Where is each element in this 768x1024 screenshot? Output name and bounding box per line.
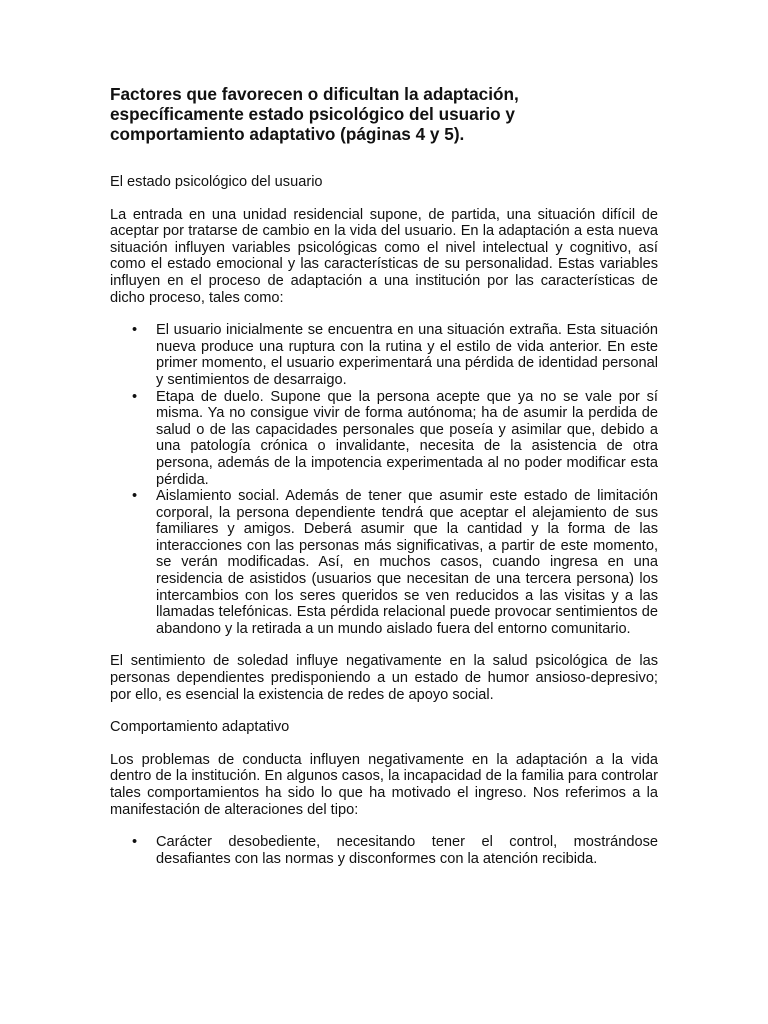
title-line: Factores que favorecen o dificultan la adaptación,	[110, 84, 519, 104]
list-item: • Etapa de duelo. Supone que la persona acepte que ya no se vale por sí misma. Ya no consigue vivir de forma autónoma; ha de asumir la perdida de salud o de las capacidades personales que poseía y asimilar que, debido a una patología crónica o invalidante, necesita de la asistencia de otra persona, además de la impotencia experimentada al no poder modificar esta pérdida.	[156, 389, 658, 489]
list-item: • Carácter desobediente, necesitando tener el control, mostrándose desafiantes con las normas y disconformes con la atención recibida.	[156, 834, 658, 867]
title-line: comportamiento adaptativo (páginas 4 y 5).	[110, 124, 465, 144]
document-content	[110, 84, 658, 883]
title-line: específicamente estado psicológico del usuario y	[110, 104, 515, 124]
list-item: • El usuario inicialmente se encuentra en una situación extraña. Esta situación nueva produce una ruptura con la rutina y el estilo de vida anterior. En este primer momento, el usuario experimentará una pérdida de identidad personal y sentimientos de desarraigo.	[156, 322, 658, 388]
section-heading-psychological-state: El estado psicológico del usuario	[110, 174, 323, 190]
section2-intro-paragraph: Los problemas de conducta influyen negativamente en la adaptación a la vida dentro de la institución. En algunos casos, la incapacidad de la familia para controlar tales comportamientos ha sido lo que ha motivado el ingreso. Nos referimos a la manifestación de alteraciones del tipo:	[110, 751, 658, 818]
section2-bullet-list	[110, 834, 658, 867]
list-item: • Aislamiento social. Además de tener que asumir este estado de limitación corporal, la persona dependiente tendrá que aceptar el alejamiento de sus familiares y amigos. Deberá asumir que la cantidad y la forma de las interacciones con las personas más significativas, a partir de este momento, se verán modificadas. Así, en muchos casos, cuando ingresa en una residencia de asistidos (usuarios que necesitan de una tercera persona) los intercambios con los seres queridos se ven reducidos a las visitas y a las llamadas telefónicas. Esta pérdida relacional puede provocar sentimientos de abandono y la retirada a un mundo aislado fuera del entorno comunitario.	[156, 488, 658, 637]
section1-bullet-list	[110, 322, 658, 637]
document-title	[110, 84, 658, 144]
section1-closing-paragraph: El sentimiento de soledad influye negativamente en la salud psicológica de las personas dependientes predisponiendo a un estado de humor ansioso-depresivo; por ello, es esencial la existencia de redes de apoyo social.	[110, 653, 658, 703]
section-heading-adaptive-behavior: Comportamiento adaptativo	[110, 719, 290, 736]
section1-intro-paragraph: La entrada en una unidad residencial supone, de partida, una situación difícil de aceptar por tratarse de cambio en la vida del usuario. En la adaptación a esta nueva situación influyen variables psicológicas como el nivel intelectual y cognitivo, así como el estado emocional y las características de su personalidad. Estas variables influyen en el proceso de adaptación a una institución por las características de dicho proceso, tales como:	[110, 206, 658, 306]
